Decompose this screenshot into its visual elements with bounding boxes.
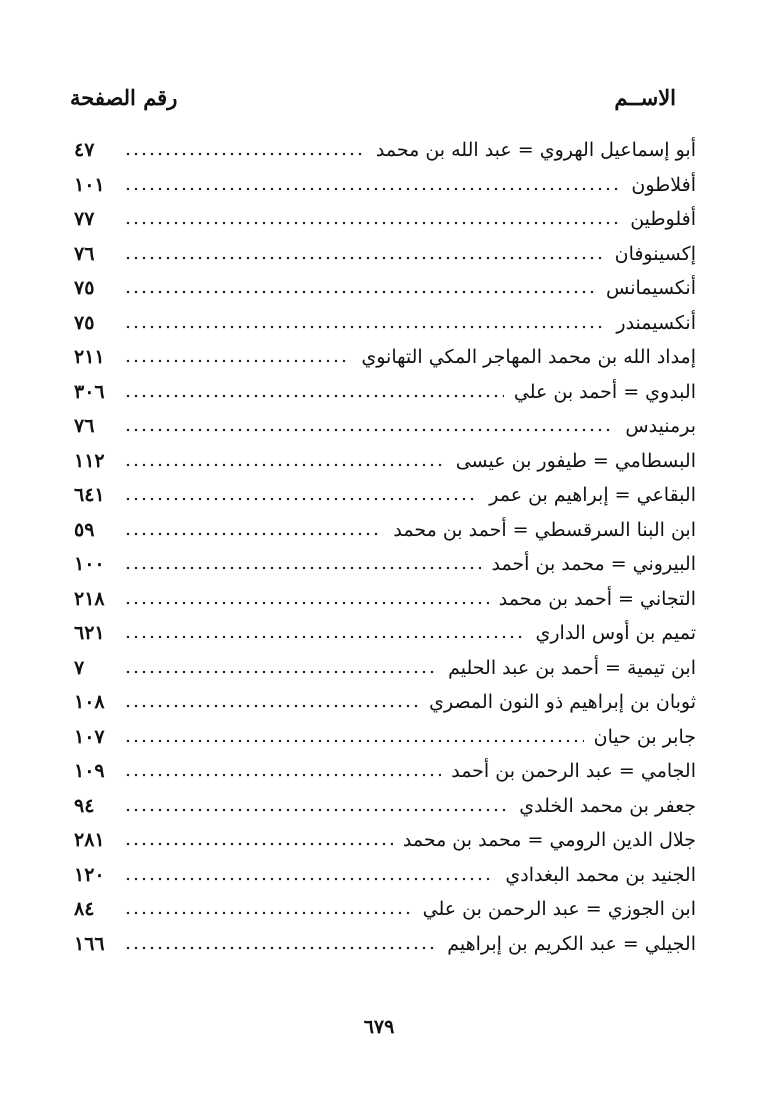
page-number: ٦٧٩ [363,1016,395,1038]
entry-name: الجامي = عبد الرحمن بن أحمد [451,760,696,783]
index-header [70,80,676,114]
entry-name: الجيلي = عبد الكريم بن إبراهيم [447,932,696,955]
index-entry [74,513,696,548]
entry-page-number: ٧٦ [74,242,95,265]
entry-name: الجنيد بن محمد البغدادي [505,863,696,886]
index-entry [74,409,696,444]
entry-page-number: ٧٦ [74,415,95,438]
dot-leader [124,807,509,813]
entry-page-number: ٢١١ [74,346,105,369]
entry-page-number: ٧٧ [74,208,95,231]
entry-name: ابن الجوزي = عبد الرحمن بن علي [422,898,696,921]
index-entry [74,616,696,651]
entry-name: التجاني = أحمد بن محمد [498,587,696,610]
entry-page-number: ١٠٠ [74,553,105,576]
entry-name: جلال الدين الرومي = محمد بن محمد [402,829,696,852]
index-entry [74,375,696,410]
entry-page-number: ٧٥ [74,277,95,300]
entry-name: البسطامي = طيفور بن عيسى [455,449,696,472]
entry-page-number: ٦٤١ [74,484,105,507]
dot-leader [124,324,606,330]
entry-name: برمنيدس [625,415,696,438]
entry-name: تميم بن أوس الداري [535,622,696,645]
entry-name: البيروني = محمد بن أحمد [491,553,696,576]
dot-leader [124,151,366,157]
index-entry [74,582,696,617]
entry-page-number: ٤٧ [74,139,95,162]
entry-page-number: ٣٠٦ [74,380,105,403]
dot-leader [124,910,413,916]
index-entry [74,720,696,755]
entry-page-number: ١٠٧ [74,725,105,748]
entry-name: أفلوطين [630,208,696,231]
entry-name: البدوي = أحمد بن علي [513,380,696,403]
dot-leader [124,669,438,675]
dot-leader [124,772,441,778]
dot-leader [124,496,479,502]
dot-leader [124,255,605,261]
dot-leader [124,358,351,364]
entry-name: إمداد الله بن محمد المهاجر المكي التهانوي [361,346,696,369]
dot-leader [124,393,504,399]
page-column-heading: رقم الصفحة [70,84,178,110]
entry-page-number: ٨٤ [74,898,95,921]
index-entry [74,306,696,341]
dot-leader [124,289,596,295]
entry-name: جعفر بن محمد الخلدي [519,794,696,817]
index-entry [74,651,696,686]
index-entry [74,237,696,272]
index-entry [74,133,696,168]
entry-name: جابر بن حيان [593,725,696,748]
dot-leader [124,876,495,882]
dot-leader [124,462,446,468]
dot-leader [124,600,489,606]
index-entry [74,927,696,962]
index-entry [74,685,696,720]
index-entry [74,478,696,513]
index-entry [74,340,696,375]
index-entry [74,823,696,858]
dot-leader [124,220,620,226]
entry-page-number: ١٦٦ [74,932,105,955]
index-entry [74,168,696,203]
dot-leader [124,634,525,640]
index-entry [74,444,696,479]
index-entry [74,858,696,893]
entry-name: ابن البنا السرقسطي = أحمد بن محمد [393,518,696,541]
dot-leader [124,186,621,192]
dot-leader [124,945,437,951]
dot-leader [124,841,393,847]
index-entry [74,271,696,306]
index-entry [74,892,696,927]
entry-name: البقاعي = إبراهيم بن عمر [489,484,696,507]
entry-page-number: ٦٢١ [74,622,105,645]
dot-leader [124,427,615,433]
entry-name: ابن تيمية = أحمد بن عبد الحليم [448,656,696,679]
index-entry [74,789,696,824]
dot-leader [124,703,419,709]
entry-name: ثوبان بن إبراهيم ذو النون المصري [429,691,696,714]
entry-page-number: ٥٩ [74,518,95,541]
entry-page-number: ١١٢ [74,449,105,472]
entry-page-number: ١٠١ [74,173,105,196]
entry-page-number: ١٢٠ [74,863,105,886]
entry-page-number: ١٠٨ [74,691,105,714]
entry-page-number: ٩٤ [74,794,95,817]
name-column-heading: الاســم [614,84,676,110]
entry-page-number: ٢١٨ [74,587,105,610]
entry-page-number: ١٠٩ [74,760,105,783]
entry-name: إكسينوفان [614,242,696,265]
dot-leader [124,565,481,571]
index-entry-list [74,133,696,961]
entry-name: أنكسيمندر [616,311,696,334]
entry-name: أنكسيمانس [605,277,696,300]
entry-name: أبو إسماعيل الهروي = عبد الله بن محمد [375,139,696,162]
entry-page-number: ٧٥ [74,311,95,334]
entry-page-number: ٧ [74,656,85,679]
entry-name: أفلاطون [631,173,696,196]
dot-leader [124,738,584,744]
index-entry [74,202,696,237]
entry-page-number: ٢٨١ [74,829,105,852]
index-entry [74,754,696,789]
dot-leader [124,531,383,537]
index-entry [74,547,696,582]
